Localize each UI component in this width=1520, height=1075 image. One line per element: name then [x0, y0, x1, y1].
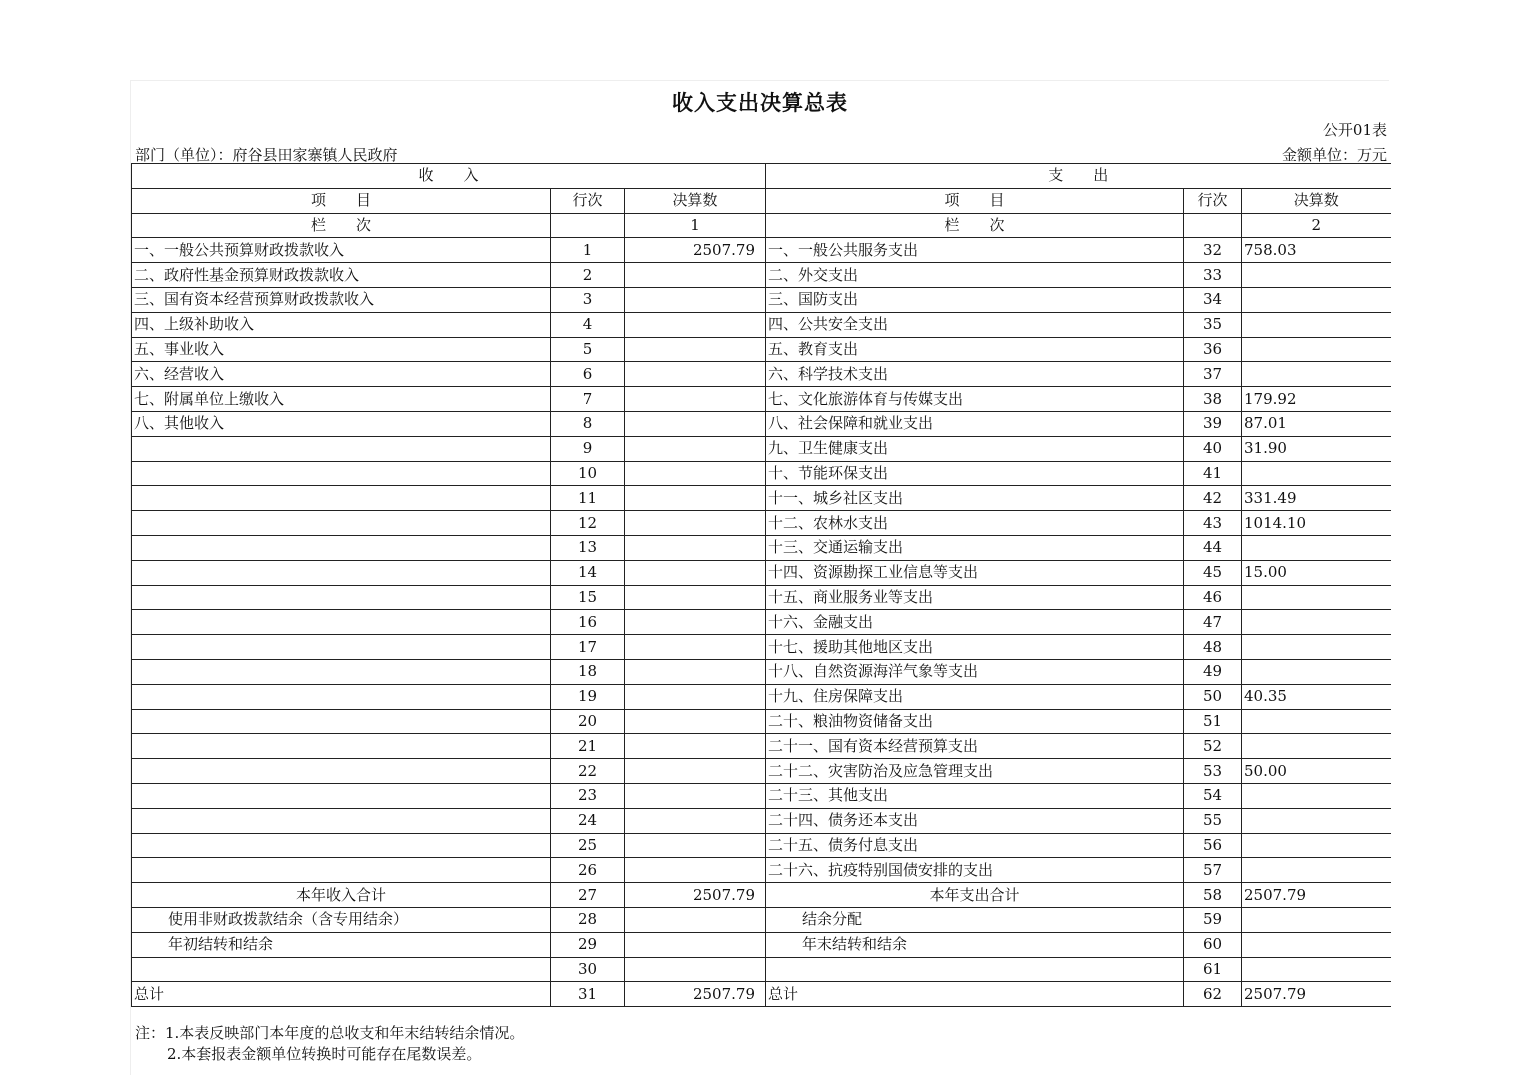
income-item-cell: 四、上级补助收入 [132, 312, 551, 337]
expense-amount-cell [1242, 263, 1391, 288]
expense-grand-total-label: 总计 [766, 982, 1184, 1007]
expense-item-header: 项 目 [766, 188, 1184, 213]
expense-line-number: 56 [1184, 833, 1242, 858]
expense-line-number: 46 [1184, 585, 1242, 610]
expense-item-cell: 二十二、灾害防治及应急管理支出 [766, 759, 1184, 784]
income-item-cell: 六、经营收入 [132, 362, 551, 387]
table-row [132, 560, 1391, 585]
income-amount-cell [625, 287, 766, 312]
income-line-number: 3 [551, 287, 625, 312]
expense-amount-cell: 331.49 [1242, 486, 1391, 511]
expense-item-cell: 二十一、国有资本经营预算支出 [766, 734, 1184, 759]
expense-line-number: 40 [1184, 436, 1242, 461]
table-row [132, 759, 1391, 784]
income-amount-cell [625, 511, 766, 536]
income-amount-cell [625, 436, 766, 461]
opening-balance-label: 年初结转和结余 [132, 932, 551, 957]
income-item-cell: 三、国有资本经营预算财政拨款收入 [132, 287, 551, 312]
income-item-cell [132, 659, 551, 684]
expense-amount-header: 决算数 [1242, 188, 1391, 213]
table-row [132, 659, 1391, 684]
amount-cell [625, 932, 766, 957]
income-line-number: 13 [551, 535, 625, 560]
income-line-number: 5 [551, 337, 625, 362]
income-annual-total-amount: 2507.79 [625, 883, 766, 908]
expense-item-cell: 十七、援助其他地区支出 [766, 635, 1184, 660]
expense-amount-cell [1242, 808, 1391, 833]
income-expense-table [131, 163, 1391, 1007]
income-amount-cell [625, 783, 766, 808]
amount-cell [1242, 932, 1391, 957]
page-title: 收入支出决算总表 [672, 90, 848, 115]
column-header-row [132, 188, 1391, 213]
expense-amount-cell: 87.01 [1242, 411, 1391, 436]
table-row [132, 312, 1391, 337]
table-row [132, 709, 1391, 734]
expense-amount-cell [1242, 610, 1391, 635]
expense-amount-cell: 1014.10 [1242, 511, 1391, 536]
form-code: 公开01表 [1322, 121, 1387, 139]
income-item-cell [132, 808, 551, 833]
closing-balance-label: 年末结转和结余 [766, 932, 1184, 957]
expense-amount-cell [1242, 337, 1391, 362]
table-row [132, 486, 1391, 511]
expense-amount-cell: 15.00 [1242, 560, 1391, 585]
income-amount-cell [625, 635, 766, 660]
amount-cell [625, 957, 766, 982]
expense-line-number: 51 [1184, 709, 1242, 734]
expense-item-cell: 十三、交通运输支出 [766, 535, 1184, 560]
income-line-number: 16 [551, 610, 625, 635]
expense-annual-total-amount: 2507.79 [1242, 883, 1391, 908]
amount-cell [1242, 957, 1391, 982]
income-amount-cell [625, 263, 766, 288]
income-line-number: 7 [551, 387, 625, 412]
table-row [132, 436, 1391, 461]
footnotes [135, 1023, 524, 1065]
expense-line-number: 50 [1184, 684, 1242, 709]
expense-column-no-blank [1184, 213, 1242, 238]
expense-amount-cell [1242, 833, 1391, 858]
income-line-number: 8 [551, 411, 625, 436]
expense-amount-cell [1242, 783, 1391, 808]
income-item-cell [132, 585, 551, 610]
table-row [132, 287, 1391, 312]
expense-item-cell: 三、国防支出 [766, 287, 1184, 312]
expense-item-cell: 十四、资源勘探工业信息等支出 [766, 560, 1184, 585]
income-line-number: 19 [551, 684, 625, 709]
income-line-number: 25 [551, 833, 625, 858]
income-amount-cell [625, 858, 766, 883]
income-annual-total-line: 27 [551, 883, 625, 908]
table-row [132, 808, 1391, 833]
income-line-number: 15 [551, 585, 625, 610]
expense-item-cell: 八、社会保障和就业支出 [766, 411, 1184, 436]
table-row [132, 387, 1391, 412]
expense-item-cell: 二、外交支出 [766, 263, 1184, 288]
table-row [132, 411, 1391, 436]
income-item-cell [132, 610, 551, 635]
expense-amount-cell [1242, 312, 1391, 337]
income-item-cell: 七、附属单位上缴收入 [132, 387, 551, 412]
expense-amount-cell [1242, 709, 1391, 734]
expense-annual-total-line: 58 [1184, 883, 1242, 908]
expense-amount-cell: 40.35 [1242, 684, 1391, 709]
income-amount-cell: 2507.79 [625, 238, 766, 263]
table-row [132, 907, 1391, 932]
expense-line-number: 53 [1184, 759, 1242, 784]
income-item-cell [132, 635, 551, 660]
income-line-number: 18 [551, 659, 625, 684]
income-grand-total-line: 31 [551, 982, 625, 1007]
table-row [132, 362, 1391, 387]
expense-item-cell: 五、教育支出 [766, 337, 1184, 362]
item-cell [766, 957, 1184, 982]
table-row [132, 932, 1391, 957]
income-amount-cell [625, 759, 766, 784]
income-amount-cell [625, 684, 766, 709]
expense-line-number: 52 [1184, 734, 1242, 759]
expense-line-number: 36 [1184, 337, 1242, 362]
annual-total-row [132, 883, 1391, 908]
expense-line-number: 49 [1184, 659, 1242, 684]
expense-line-number: 35 [1184, 312, 1242, 337]
income-amount-cell [625, 411, 766, 436]
income-item-cell [132, 461, 551, 486]
income-line-number: 23 [551, 783, 625, 808]
expense-item-cell: 十八、自然资源海洋气象等支出 [766, 659, 1184, 684]
income-item-cell [132, 759, 551, 784]
income-amount-cell [625, 535, 766, 560]
income-amount-cell [625, 312, 766, 337]
line-number: 59 [1184, 907, 1242, 932]
table-row [132, 585, 1391, 610]
income-annual-total-label: 本年收入合计 [132, 883, 551, 908]
income-item-cell: 一、一般公共预算财政拨款收入 [132, 238, 551, 263]
expense-line-header: 行次 [1184, 188, 1242, 213]
expense-amount-cell: 31.90 [1242, 436, 1391, 461]
income-line-number: 22 [551, 759, 625, 784]
income-amount-cell [625, 560, 766, 585]
line-number: 60 [1184, 932, 1242, 957]
income-item-cell: 二、政府性基金预算财政拨款收入 [132, 263, 551, 288]
income-amount-cell [625, 808, 766, 833]
income-section-header: 收 入 [132, 164, 766, 189]
expense-item-cell: 二十四、债务还本支出 [766, 808, 1184, 833]
expense-item-cell: 十二、农林水支出 [766, 511, 1184, 536]
expense-item-cell: 七、文化旅游体育与传媒支出 [766, 387, 1184, 412]
expense-line-number: 38 [1184, 387, 1242, 412]
table-row [132, 635, 1391, 660]
income-amount-cell [625, 486, 766, 511]
expense-item-cell: 十一、城乡社区支出 [766, 486, 1184, 511]
amount-cell [625, 907, 766, 932]
expense-grand-total-line: 62 [1184, 982, 1242, 1007]
footnote-2: 2.本套报表金额单位转换时可能存在尾数误差。 [167, 1045, 482, 1063]
line-number: 61 [1184, 957, 1242, 982]
expense-item-cell: 二十五、债务付息支出 [766, 833, 1184, 858]
grand-total-row [132, 982, 1391, 1007]
department-label: 部门（单位）：府谷县田家寨镇人民政府 [135, 146, 398, 164]
expense-amount-cell: 50.00 [1242, 759, 1391, 784]
expense-grand-total-amount: 2507.79 [1242, 982, 1391, 1007]
expense-line-number: 37 [1184, 362, 1242, 387]
income-line-number: 6 [551, 362, 625, 387]
table-row [132, 535, 1391, 560]
table-row [132, 511, 1391, 536]
expense-item-cell: 二十三、其他支出 [766, 783, 1184, 808]
income-amount-cell [625, 734, 766, 759]
income-item-cell [132, 684, 551, 709]
expense-line-number: 45 [1184, 560, 1242, 585]
expense-amount-cell: 179.92 [1242, 387, 1391, 412]
expense-item-cell: 十九、住房保障支出 [766, 684, 1184, 709]
income-amount-cell [625, 387, 766, 412]
expense-item-cell: 一、一般公共服务支出 [766, 238, 1184, 263]
expense-amount-cell: 758.03 [1242, 238, 1391, 263]
table-row [132, 263, 1391, 288]
expense-line-number: 34 [1184, 287, 1242, 312]
report-sheet [130, 80, 1389, 1075]
table-row [132, 734, 1391, 759]
expense-line-number: 57 [1184, 858, 1242, 883]
expense-column-index: 2 [1242, 213, 1391, 238]
expense-line-number: 44 [1184, 535, 1242, 560]
income-amount-header: 决算数 [625, 188, 766, 213]
income-item-header: 项 目 [132, 188, 551, 213]
expense-line-number: 47 [1184, 610, 1242, 635]
expense-column-no-label: 栏 次 [766, 213, 1184, 238]
expense-amount-cell [1242, 535, 1391, 560]
table-row [132, 833, 1391, 858]
income-line-number: 4 [551, 312, 625, 337]
income-item-cell [132, 486, 551, 511]
income-item-cell: 八、其他收入 [132, 411, 551, 436]
income-column-index: 1 [625, 213, 766, 238]
non-fiscal-surplus-label: 使用非财政拨款结余（含专用结余） [132, 907, 551, 932]
expense-item-cell: 十、节能环保支出 [766, 461, 1184, 486]
expense-amount-cell [1242, 287, 1391, 312]
expense-item-cell: 二十六、抗疫特别国债安排的支出 [766, 858, 1184, 883]
income-line-number: 12 [551, 511, 625, 536]
expense-line-number: 42 [1184, 486, 1242, 511]
income-line-number: 21 [551, 734, 625, 759]
table-row [132, 858, 1391, 883]
expense-item-cell: 二十、粮油物资储备支出 [766, 709, 1184, 734]
income-line-number: 11 [551, 486, 625, 511]
income-line-number: 24 [551, 808, 625, 833]
expense-line-number: 33 [1184, 263, 1242, 288]
expense-amount-cell [1242, 635, 1391, 660]
section-header-row [132, 164, 1391, 189]
income-amount-cell [625, 362, 766, 387]
expense-item-cell: 十六、金融支出 [766, 610, 1184, 635]
table-row [132, 957, 1391, 982]
expense-annual-total-label: 本年支出合计 [766, 883, 1184, 908]
line-number: 28 [551, 907, 625, 932]
income-item-cell [132, 833, 551, 858]
income-line-number: 14 [551, 560, 625, 585]
income-line-number: 10 [551, 461, 625, 486]
income-item-cell [132, 709, 551, 734]
expense-line-number: 48 [1184, 635, 1242, 660]
expense-amount-cell [1242, 659, 1391, 684]
income-item-cell [132, 436, 551, 461]
table-row [132, 461, 1391, 486]
table-row [132, 684, 1391, 709]
income-item-cell: 五、事业收入 [132, 337, 551, 362]
income-line-number: 2 [551, 263, 625, 288]
expense-amount-cell [1242, 585, 1391, 610]
item-cell [132, 957, 551, 982]
amount-cell [1242, 907, 1391, 932]
income-item-cell [132, 535, 551, 560]
income-line-number: 20 [551, 709, 625, 734]
income-line-number: 9 [551, 436, 625, 461]
income-line-number: 1 [551, 238, 625, 263]
expense-line-number: 32 [1184, 238, 1242, 263]
income-amount-cell [625, 585, 766, 610]
expense-line-number: 41 [1184, 461, 1242, 486]
column-index-row [132, 213, 1391, 238]
income-item-cell [132, 858, 551, 883]
income-line-number: 26 [551, 858, 625, 883]
expense-item-cell: 四、公共安全支出 [766, 312, 1184, 337]
income-line-number: 17 [551, 635, 625, 660]
expense-item-cell: 十五、商业服务业等支出 [766, 585, 1184, 610]
expense-line-number: 55 [1184, 808, 1242, 833]
footnote-1: 注：1.本表反映部门本年度的总收支和年末结转结余情况。 [135, 1024, 525, 1042]
expense-amount-cell [1242, 362, 1391, 387]
expense-section-header: 支 出 [766, 164, 1391, 189]
income-amount-cell [625, 461, 766, 486]
expense-amount-cell [1242, 734, 1391, 759]
expense-line-number: 43 [1184, 511, 1242, 536]
expense-amount-cell [1242, 461, 1391, 486]
income-item-cell [132, 734, 551, 759]
expense-item-cell: 六、科学技术支出 [766, 362, 1184, 387]
income-item-cell [132, 511, 551, 536]
expense-item-cell: 九、卫生健康支出 [766, 436, 1184, 461]
line-number: 30 [551, 957, 625, 982]
income-column-no-blank [551, 213, 625, 238]
table-row [132, 783, 1391, 808]
line-number: 29 [551, 932, 625, 957]
income-line-header: 行次 [551, 188, 625, 213]
income-grand-total-amount: 2507.79 [625, 982, 766, 1007]
surplus-distribution-label: 结余分配 [766, 907, 1184, 932]
income-item-cell [132, 783, 551, 808]
table-row [132, 610, 1391, 635]
income-column-no-label: 栏 次 [132, 213, 551, 238]
expense-line-number: 54 [1184, 783, 1242, 808]
income-amount-cell [625, 833, 766, 858]
income-amount-cell [625, 610, 766, 635]
income-item-cell [132, 560, 551, 585]
unit-label: 金额单位：万元 [1281, 146, 1387, 164]
table-row [132, 337, 1391, 362]
income-grand-total-label: 总计 [132, 982, 551, 1007]
table-row [132, 238, 1391, 263]
expense-amount-cell [1242, 858, 1391, 883]
expense-line-number: 39 [1184, 411, 1242, 436]
income-amount-cell [625, 659, 766, 684]
income-amount-cell [625, 337, 766, 362]
income-amount-cell [625, 709, 766, 734]
